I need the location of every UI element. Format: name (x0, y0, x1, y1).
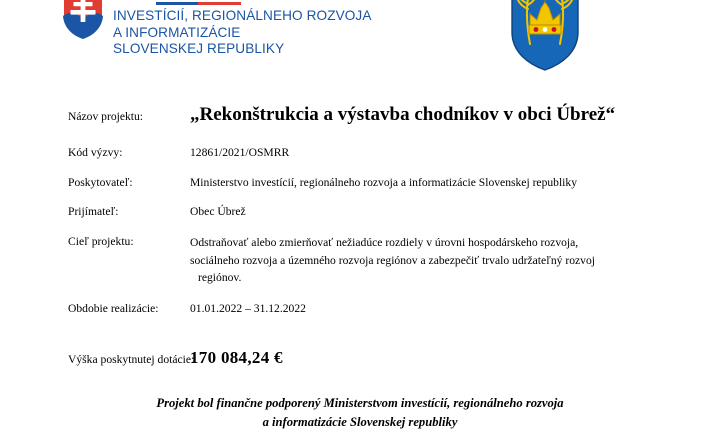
label-project-name: Názov projektu: (68, 110, 144, 123)
document-body (0, 72, 720, 432)
goal-line-1: Odstraňovať alebo zmierňovať nežiadúce rozdiely v úrovni hospodárskeho rozvoja, (190, 236, 579, 250)
ministry-line-1: INVESTÍCIÍ, REGIONÁLNEHO ROZVOJA (113, 8, 372, 23)
tricolor-divider (113, 2, 241, 5)
value-beneficiary: Obec Úbrež (190, 205, 246, 219)
ministry-word (113, 0, 372, 1)
label-subsidy: Výška poskytnutej dotácie: (68, 353, 195, 367)
value-call-code: 12861/2021/OSMRR (190, 145, 290, 159)
label-beneficiary: Prijímateľ: (68, 205, 119, 219)
ubrez-coat-of-arms-icon (508, 0, 582, 72)
ministry-lines (113, 8, 372, 58)
footnote-line-1: Projekt bol finančne podporený Ministerstvom investícií, regionálneho rozvoja (156, 396, 564, 411)
goal-line-3: regiónov. (198, 270, 242, 284)
document-header (0, 0, 720, 72)
value-goal (190, 234, 620, 286)
value-subsidy: 170 084,24 € (190, 348, 283, 368)
field-row-project-name (0, 104, 720, 127)
ministry-line-3: SLOVENSKEJ REPUBLIKY (113, 41, 285, 57)
tricolor-blue (156, 2, 199, 5)
funding-footnote (0, 394, 720, 432)
value-provider: Ministerstvo investícií, regionálneho rozvoja a informatizácie Slovenskej republiky (190, 175, 577, 189)
label-goal: Cieľ projektu: (68, 235, 134, 249)
field-row-beneficiary (0, 204, 720, 221)
ministry-line-2: A INFORMATIZÁCIE (113, 24, 241, 40)
label-provider: Poskytovateľ: (68, 175, 133, 189)
label-period: Obdobie realizácie: (68, 302, 159, 316)
field-row-period (0, 301, 720, 318)
goal-line-2: sociálneho rozvoja a územného rozvoja regiónov a zabezpečiť trvalo udržateľný rozvoj (190, 253, 595, 267)
field-row-provider (0, 175, 720, 192)
tricolor-red (198, 2, 241, 5)
slovak-state-emblem-icon (62, 0, 104, 40)
tricolor-white (113, 2, 156, 5)
ministry-logo (62, 0, 372, 58)
footnote-line-2: a informatizácie Slovenskej republiky (262, 415, 458, 430)
ministry-text-block (113, 0, 372, 58)
value-period: 01.01.2022 – 31.12.2022 (190, 302, 306, 316)
label-call-code: Kód výzvy: (68, 145, 123, 159)
field-row-subsidy (0, 348, 720, 368)
field-row-goal (0, 234, 720, 286)
value-project-name: „Rekonštrukcia a výstavba chodníkov v obci Úbrež“ (190, 104, 616, 125)
field-row-call-code (0, 145, 720, 162)
